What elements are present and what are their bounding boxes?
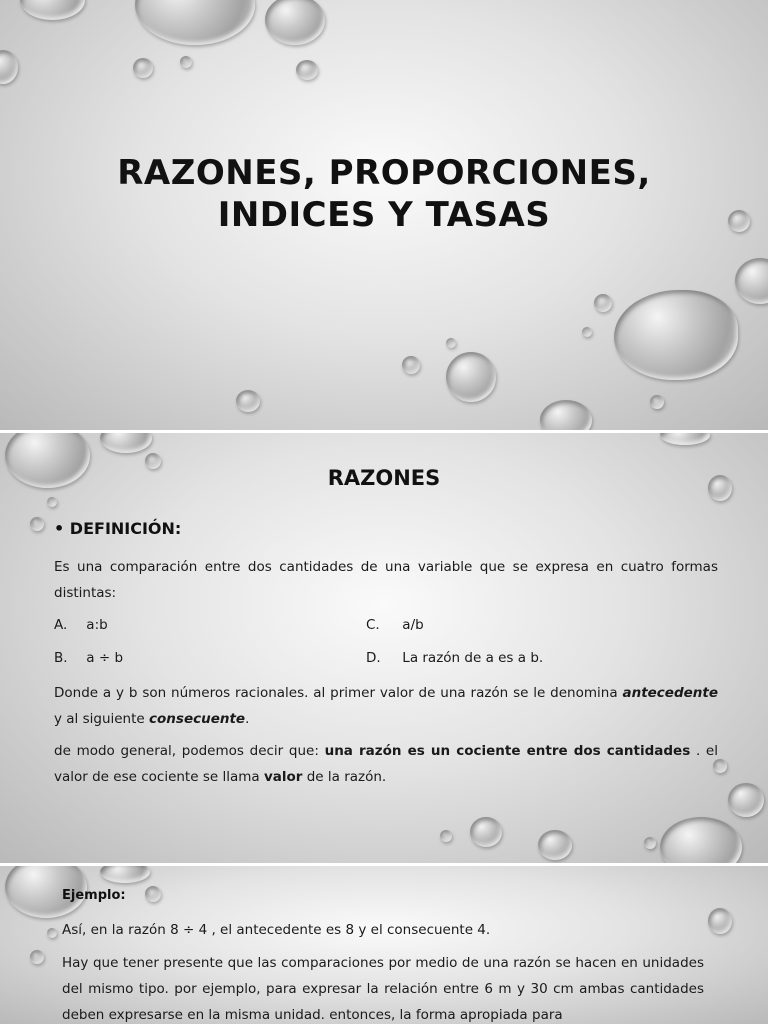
option-d bbox=[366, 650, 543, 666]
title-line-1: RAZONES, PROPORCIONES, bbox=[117, 153, 651, 193]
water-drop-decoration bbox=[446, 352, 496, 402]
option-text: a/b bbox=[402, 617, 424, 633]
definition-heading: • DEFINICIÓN: bbox=[54, 519, 182, 538]
water-drop-decoration bbox=[135, 0, 255, 45]
water-drop-decoration bbox=[180, 56, 192, 68]
slide-title bbox=[0, 0, 768, 430]
water-drop-decoration bbox=[540, 400, 592, 430]
water-drop-decoration bbox=[30, 517, 44, 531]
option-a bbox=[54, 617, 108, 633]
water-drop-decoration bbox=[650, 395, 664, 409]
water-drop-decoration bbox=[446, 338, 456, 348]
water-drop-decoration bbox=[100, 866, 150, 883]
water-drop-decoration bbox=[402, 356, 420, 374]
example-text: Así, en la razón 8 ÷ 4 , el antecedente es 8 y el consecuente 4. bbox=[62, 922, 491, 938]
text-run: . el valor de ese cociente se llama bbox=[54, 743, 718, 785]
slide-heading: RAZONES bbox=[327, 466, 441, 490]
water-drop-decoration bbox=[30, 950, 44, 964]
water-drop-decoration bbox=[265, 0, 325, 45]
water-drop-decoration bbox=[660, 817, 742, 863]
option-key: D. bbox=[366, 650, 381, 666]
option-key: B. bbox=[54, 650, 68, 666]
option-key: A. bbox=[54, 617, 68, 633]
text-run: . bbox=[245, 711, 250, 727]
option-text: La razón de a es a b. bbox=[402, 650, 544, 666]
text-run: de la razón. bbox=[302, 769, 387, 785]
water-drop-decoration bbox=[708, 908, 732, 934]
razon-definition-paragraph bbox=[54, 738, 718, 790]
water-drop-decoration bbox=[440, 830, 452, 842]
water-drop-decoration bbox=[133, 58, 153, 78]
water-drop-decoration bbox=[47, 497, 57, 507]
slide-razones bbox=[0, 433, 768, 863]
water-drop-decoration bbox=[594, 294, 612, 312]
example-label: Ejemplo: bbox=[62, 888, 126, 903]
water-drop-decoration bbox=[728, 783, 764, 817]
option-text: a:b bbox=[86, 617, 108, 633]
text-run: Donde a y b son números racionales. al primer valor de una razón se le denomina bbox=[54, 685, 623, 701]
water-drop-decoration bbox=[20, 0, 85, 20]
water-drop-decoration bbox=[614, 290, 738, 380]
water-drop-decoration bbox=[100, 433, 152, 453]
text-run: y al siguiente bbox=[54, 711, 150, 727]
units-note-text: Hay que tener presente que las comparaciones por medio de una razón se hacen en unidades del mismo tipo. por ejemplo, para expresar la relación entre 6 m y 30 cm ambas cantidades deben expresarse en la misma unidad. entonces, la forma apropiada para bbox=[62, 955, 704, 1023]
water-drop-decoration bbox=[145, 886, 161, 902]
antecedente-paragraph bbox=[54, 680, 718, 732]
water-drop-decoration bbox=[644, 837, 656, 849]
water-drop-decoration bbox=[582, 327, 592, 337]
water-drop-decoration bbox=[735, 258, 768, 304]
title-line-2: INDICES Y TASAS bbox=[217, 195, 551, 235]
text-run: de modo general, podemos decir que: bbox=[54, 743, 325, 759]
water-drop-decoration bbox=[538, 830, 572, 860]
valor-term: valor bbox=[263, 769, 303, 785]
water-drop-decoration bbox=[236, 390, 260, 412]
water-drop-decoration bbox=[470, 817, 502, 847]
antecedente-term: antecedente bbox=[622, 685, 718, 701]
water-drop-decoration bbox=[47, 928, 57, 938]
water-drop-decoration bbox=[660, 433, 710, 445]
water-drop-decoration bbox=[0, 50, 18, 84]
definition-text: Es una comparación entre dos cantidades de una variable que se expresa en cuatro formas distintas: bbox=[54, 559, 718, 601]
water-drop-decoration bbox=[296, 60, 318, 80]
option-c bbox=[366, 617, 424, 633]
option-text: a ÷ b bbox=[86, 650, 124, 666]
razon-cociente-emphasis: una razón es un cociente entre dos cantidades bbox=[324, 743, 691, 759]
option-key: C. bbox=[366, 617, 380, 633]
presentation-title bbox=[0, 152, 768, 236]
option-b bbox=[54, 650, 123, 666]
consecuente-term: consecuente bbox=[149, 711, 246, 727]
